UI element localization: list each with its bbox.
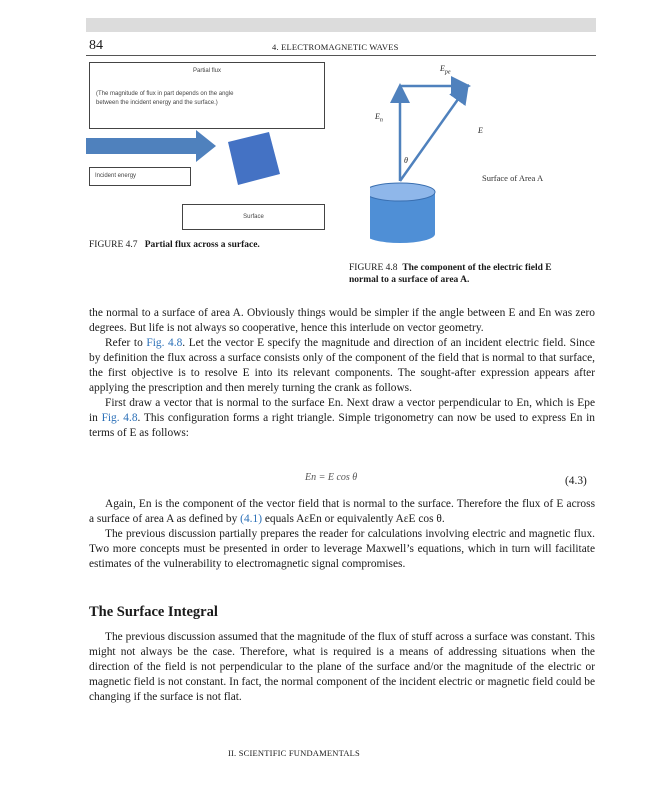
- epe-label: $E_{pe}$: [440, 64, 451, 76]
- surface-label: Surface: [243, 214, 264, 220]
- surface-cylinder: [370, 183, 435, 243]
- paragraph-2: Refer to Fig. 4.8. Let the vector E specify the magnitude and direction of an incident electric field. Since by definition the flux across a surface consists only of the component of the field that is normal to that surface, the first objective is to resolve E into its relevant components. The sought-after expression appears after applying the prescription and then merely turning the crank as follows.: [89, 337, 595, 394]
- header-rule: [86, 55, 596, 56]
- fig-4-8-link[interactable]: Fig. 4.8: [146, 337, 183, 349]
- section-title: The Surface Integral: [89, 604, 218, 620]
- paragraph-1: the normal to a surface of area A. Obviously things would be simpler if the angle between E and En was zero degrees. But life is not always so cooperative, hence this interlude on vector geometry.: [89, 307, 595, 334]
- figure-4-8-graphic: [370, 62, 590, 247]
- paragraph-5: The previous discussion partially prepares the reader for calculations involving electric and magnetic flux. Two more concepts must be presented in order to leverage Maxwell’s equations, which in turn will facilitate estimates of the vulnerability to electromagnetic signal compromises.: [89, 528, 595, 570]
- partial-flux-label: Partial flux: [192, 68, 221, 74]
- body-text-block-1: [89, 306, 595, 441]
- header-bar: [86, 18, 596, 32]
- equation-number: (4.3): [565, 475, 587, 487]
- surface-area-label: Surface of Area A: [482, 173, 544, 183]
- paragraph-4: Again, En is the component of the vector field that is normal to the surface. Therefore the flux of E across a surface of area A as defined by (4.1) equals AεEn or equivalently AεE cos θ.: [89, 498, 595, 525]
- incident-energy-label: Incident energy: [95, 173, 137, 179]
- figure-4-7-caption-label: FIGURE 4.7: [89, 240, 138, 250]
- figure-4-8-caption-line1: The component of the electric field E: [402, 263, 552, 273]
- paragraph-6: The previous discussion assumed that the magnitude of the flux of stuff across a surface was constant. This might not always be the case. Therefore, what is required is a means of addressing situations when the direction of the field is not perpendicular to the plane of the surface and/or the magnitude of the electric or magnetic field is not constant. In fact, the normal component of the incident electric or magnetic field could be changing if the surface is not flat.: [89, 631, 595, 703]
- partial-flux-box: [89, 62, 325, 129]
- eq-4-1-link[interactable]: (4.1): [240, 513, 262, 525]
- page-number: 84: [89, 38, 103, 53]
- partial-flux-note-line2: between the incident energy and the surface.): [96, 100, 218, 106]
- figure-4-8-caption-line2: normal to a surface of area A.: [349, 275, 470, 285]
- e-vector: [400, 88, 466, 181]
- equation-4-3: En = E cos θ: [305, 472, 358, 483]
- running-head: 4. ELECTROMAGNETIC WAVES: [272, 42, 399, 52]
- body-text-block-3: [89, 630, 595, 705]
- incident-energy-arrow: [86, 130, 216, 162]
- paragraph-3: First draw a vector that is normal to the surface En. Next draw a vector perpendicular to En, which is Epe in Fig. 4.8. This configuration forms a right triangle. Simple trigonometry can now be used to express En in terms of E as follows:: [89, 397, 595, 439]
- figure-4-7-caption: [89, 240, 260, 250]
- e-label: E: [478, 126, 483, 135]
- figure-4-7-caption-text: Partial flux across a surface.: [144, 240, 260, 250]
- theta-label: θ: [404, 156, 408, 165]
- figure-4-8-caption-label: FIGURE 4.8: [349, 263, 398, 273]
- surface-square: [228, 132, 280, 185]
- footer-text: II. SCIENTIFIC FUNDAMENTALS: [228, 748, 360, 758]
- incident-energy-box: [89, 167, 191, 186]
- fig-4-8-link-2[interactable]: Fig. 4.8: [101, 412, 138, 424]
- en-label: $E_n$: [375, 112, 383, 124]
- figure-4-8-caption: [349, 262, 552, 286]
- body-text-block-2: [89, 497, 595, 572]
- partial-flux-note-line1: (The magnitude of flux in part depends on the angle: [96, 91, 234, 97]
- surface-box: [182, 204, 325, 230]
